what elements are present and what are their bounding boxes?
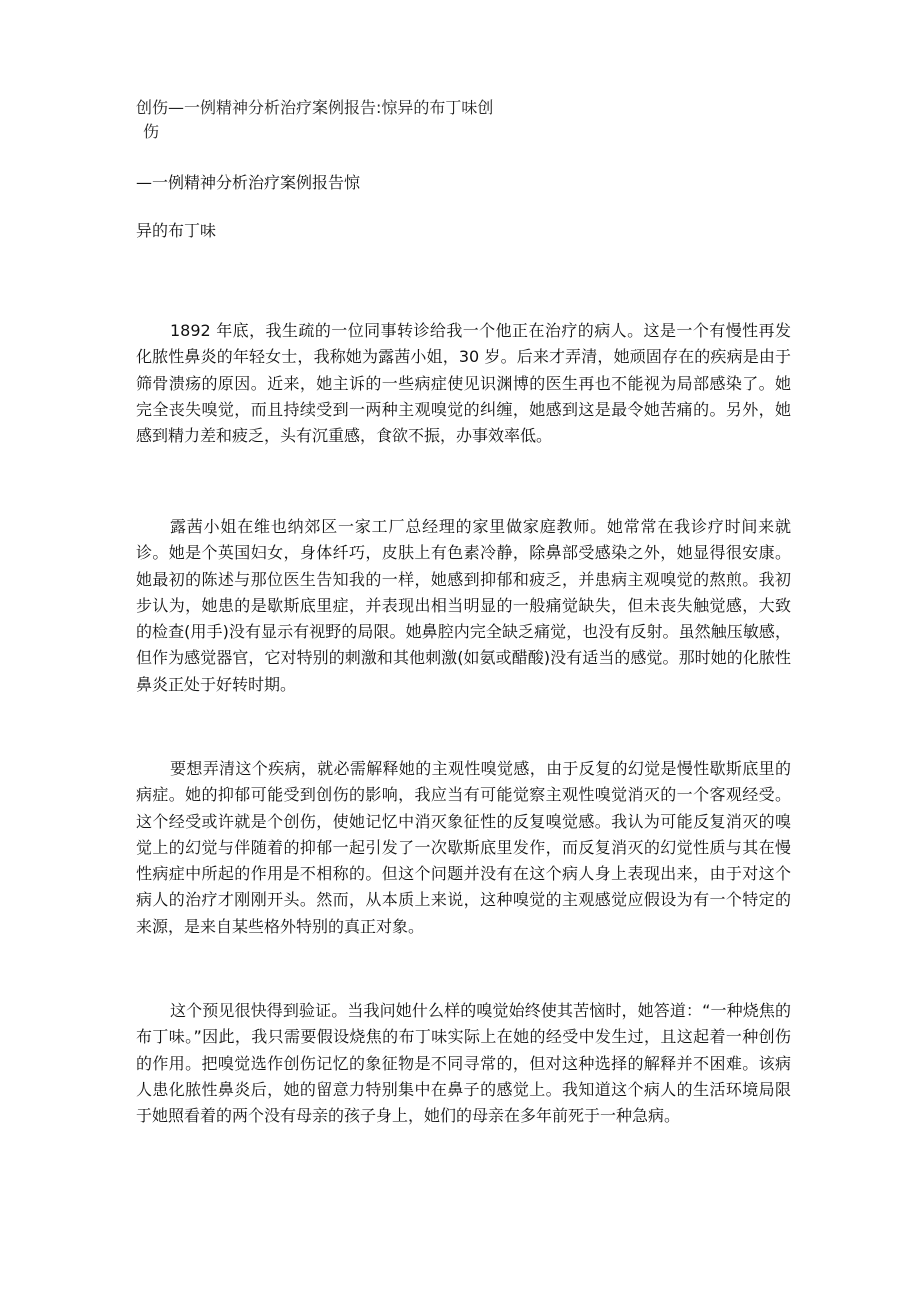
subtitle-line-2: 异的布丁味	[136, 221, 217, 240]
body-paragraph-2: 露茜小姐在维也纳郊区一家工厂总经理的家里做家庭教师。她常常在我诊疗时间来就诊。她是个英国妇女，身体纤巧，皮肤上有色素冷静，除鼻部受感染之外，她显得很安康。她最初的陈述与那位医生告知我的一样，她感到抑郁和疲乏，并患病主观嗅觉的熬煎。我初步认为，她患的是歇斯底里症，并表现出相当明显的一般痛觉缺失，但未丧失触觉感，大致的检查(用手)没有显示有视野的局限。她鼻腔内完全缺乏痛觉，也没有反射。虽然触压敏感，但作为感觉器官，它对特别的刺激和其他刺激(如氨或醋酸)没有适当的感觉。那时她的化脓性鼻炎正处于好转时期。	[136, 517, 791, 694]
title-line-1: 创伤—一例精神分析治疗案例报告:惊异的布丁味创	[136, 98, 494, 117]
body-paragraph-1: 1892 年底，我生疏的一位同事转诊给我一个他正在治疗的病人。这是一个有慢性再发化脓性鼻炎的年轻女士，我称她为露茜小姐，30 岁。后来才弄清，她顽固存在的疾病是由于筛骨溃疡的原因。近来，她主诉的一些病症使见识渊博的医生再也不能视为局部感染了。她完全丧失嗅觉，而且持续受到一两种主观嗅觉的纠缠，她感到这是最令她苦痛的。另外，她感到精力差和疲乏，头有沉重感，食欲不振，办事效率低。	[136, 321, 791, 446]
body-paragraph-3: 要想弄清这个疾病，就必需解释她的主观性嗅觉感，由于反复的幻觉是慢性歇斯底里的病症。她的抑郁可能受到创伤的影响，我应当有可能觉察主观性嗅觉消灭的一个客观经受。这个经受或许就是个创伤，使她记忆中消灭象征性的反复嗅觉感。我认为可能反复消灭的嗅觉上的幻觉与伴随着的抑郁一起引发了一次歇斯底里发作，而反复消灭的幻觉性质与其在慢性病症中所起的作用是不相称的。但这个问题并没有在这个病人身上表现出来，由于对这个病人的治疗才刚刚开头。然而，从本质上来说，这种嗅觉的主观感觉应假设为有一个特定的来源，是来自某些格外特别的真正对象。	[136, 759, 791, 936]
body-paragraph-4: 这个预见很快得到验证。当我问她什么样的嗅觉始终使其苦恼时，她答道：“一种烧焦的布丁味。”因此，我只需要假设烧焦的布丁味实际上在她的经受中发生过，且这起着一种创伤的作用。把嗅觉选作创伤记忆的象征物是不同寻常的，但对这种选择的解释并不困难。该病人患化脓性鼻炎后，她的留意力特别集中在鼻子的感觉上。我知道这个病人的生活环境局限于她照看着的两个没有母亲的孩子身上，她们的母亲在多年前死于一种急病。	[136, 1001, 791, 1126]
title-line-2: 伤	[143, 122, 160, 141]
document-title	[136, 96, 536, 144]
subtitle-line-1: —一例精神分析治疗案例报告惊	[136, 173, 361, 192]
